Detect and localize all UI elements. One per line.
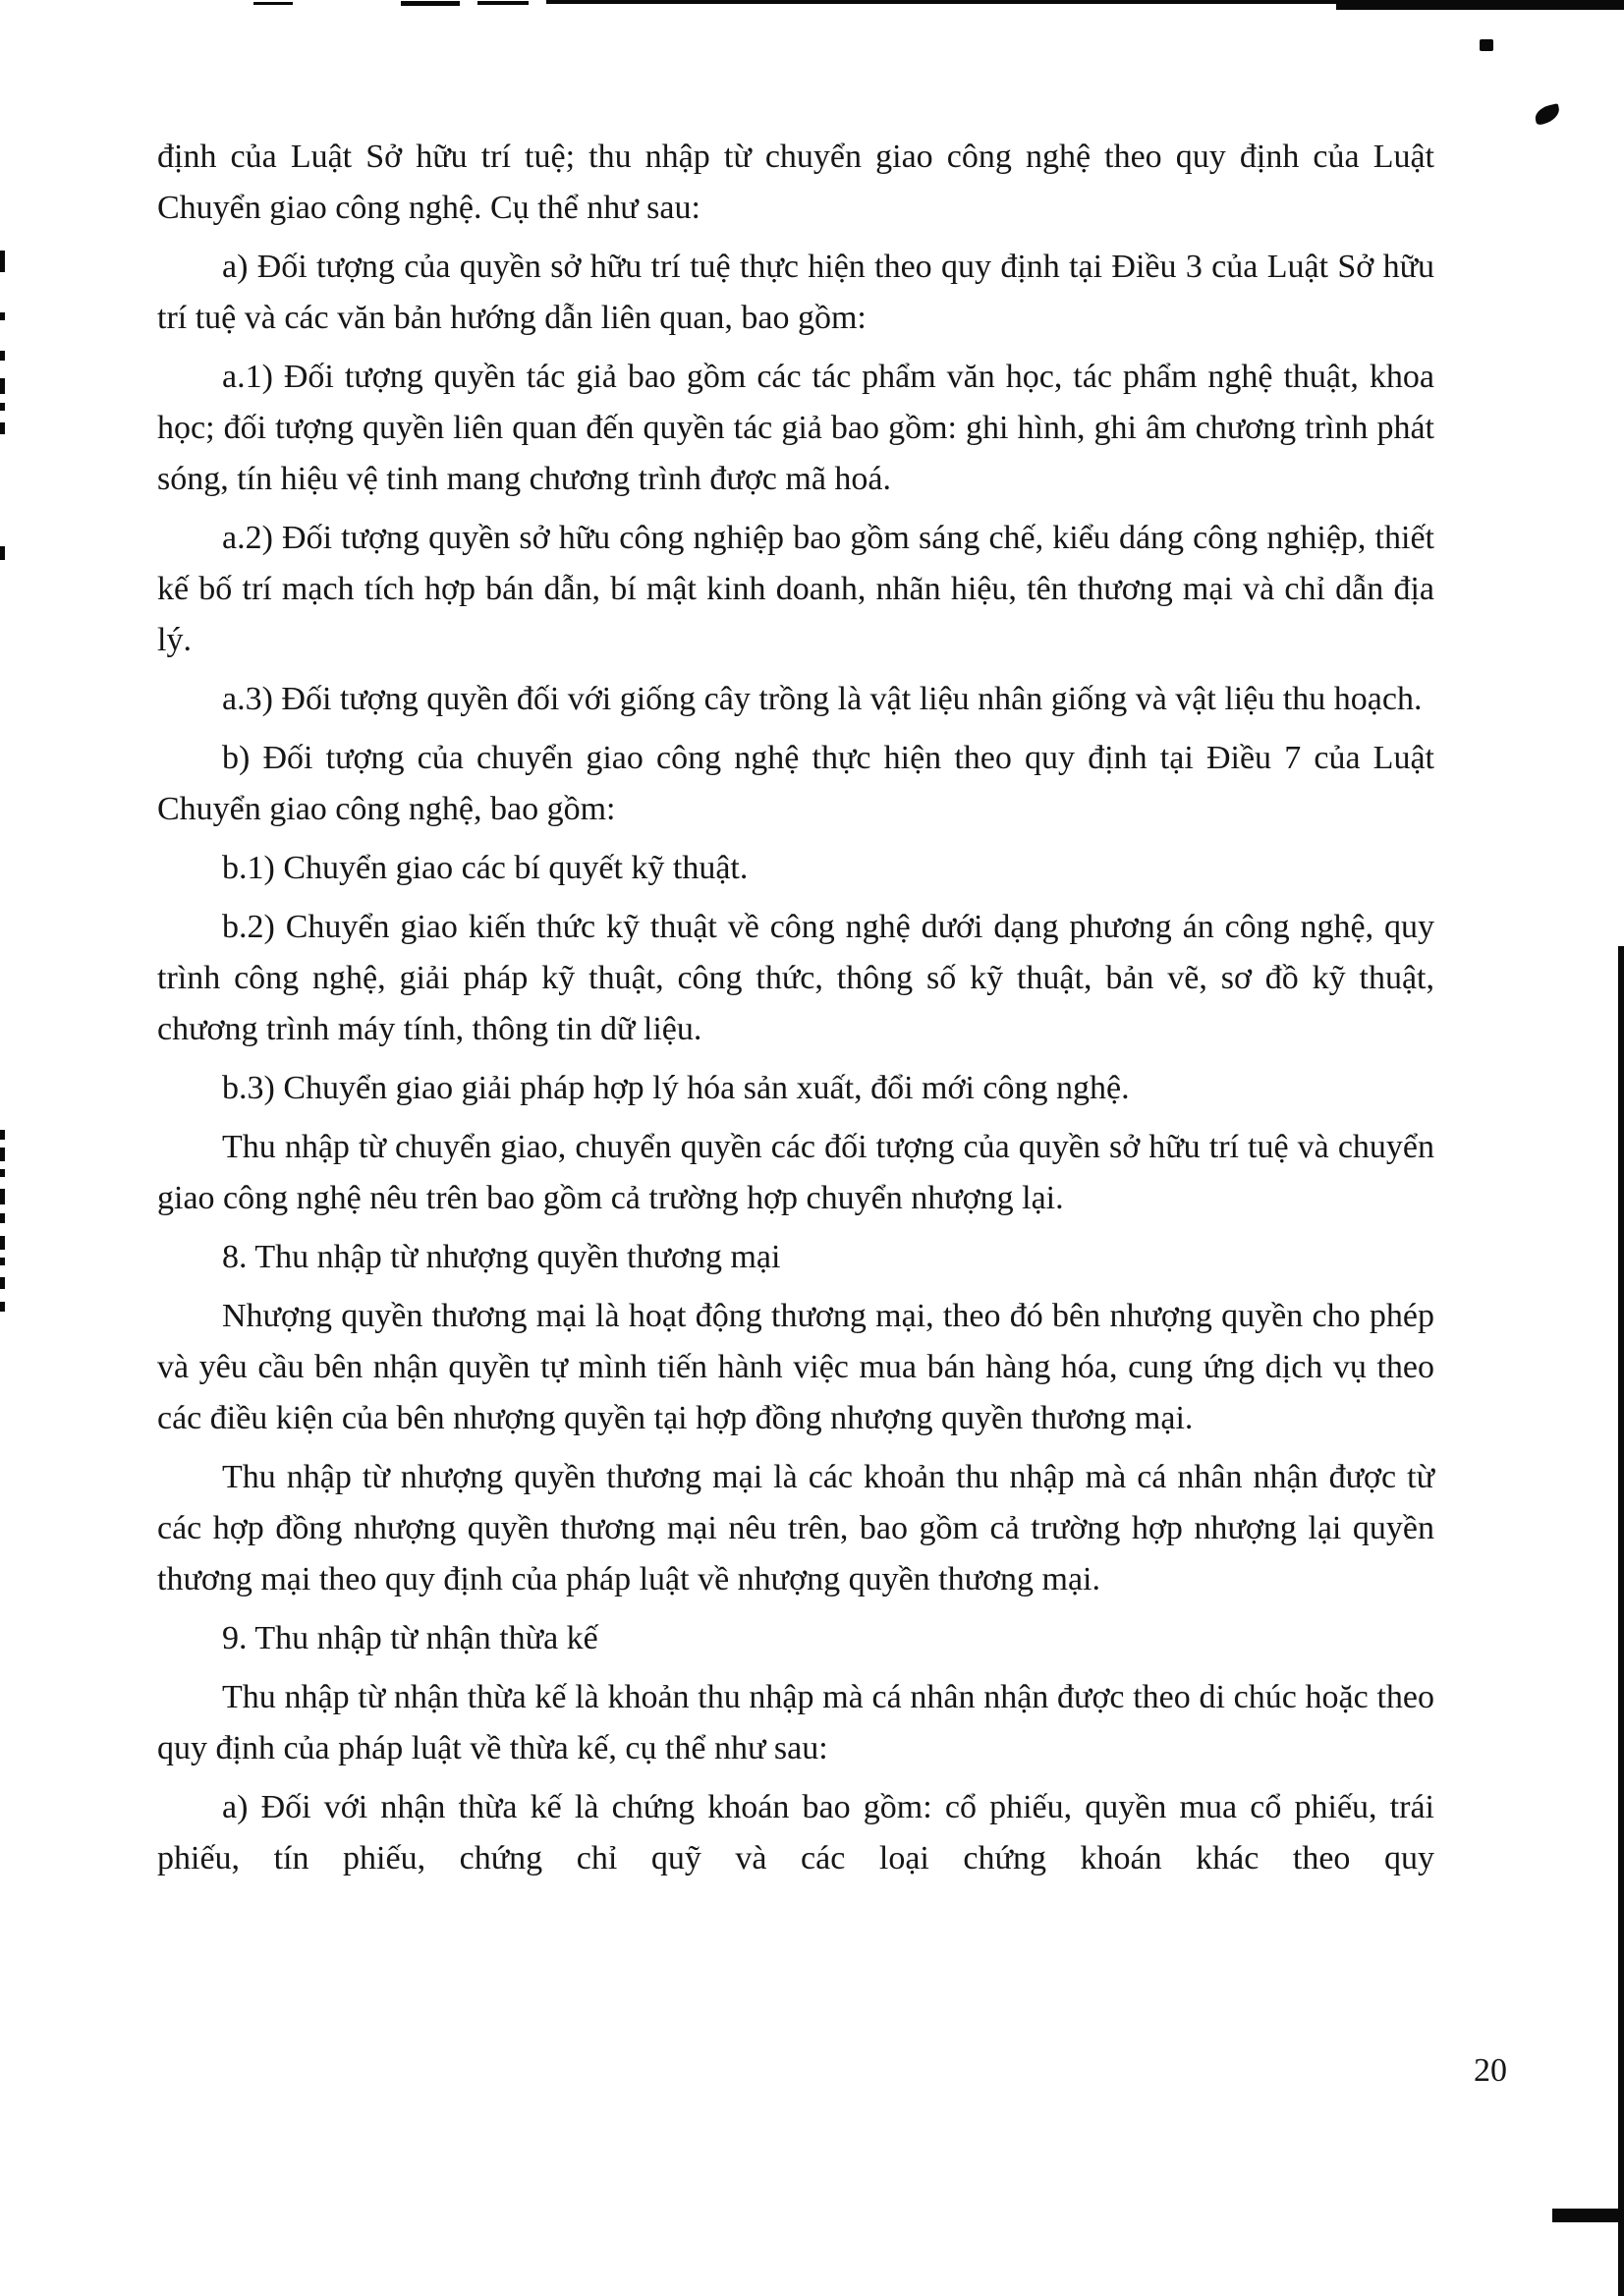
scan-artifact-left-edge-dash	[0, 378, 5, 394]
scan-artifact-top-dash	[401, 1, 460, 6]
scan-artifact-left-edge-dash	[0, 403, 5, 411]
item-b3-rationalization: b.3) Chuyển giao giải pháp hợp lý hóa sản xuất, đổi mới công nghệ.	[222, 1070, 1130, 1106]
item-a3-plant-varieties: a.3) Đối tượng quyền đối với giống cây trồng là vật liệu nhân giống và vật liệu thu hoạch.	[222, 681, 1423, 717]
paragraph-transfer-income-note: Thu nhập từ chuyển giao, chuyển quyền các đối tượng của quyền sở hữu trí tuệ và chuyển giao công nghệ nêu trên bao gồm cả trường hợp chuyển nhượng lại.	[157, 1129, 1434, 1216]
scan-artifact-left-edge-dash	[0, 1130, 5, 1140]
scan-artifact-ink-mark	[1533, 103, 1561, 126]
scan-artifact-ink-dot	[1480, 39, 1493, 51]
scan-artifact-left-edge-dash	[0, 422, 5, 434]
scan-artifact-top-dash	[253, 2, 293, 5]
item-b2-technical-knowledge: b.2) Chuyển giao kiến thức kỹ thuật về công nghệ dưới dạng phương án công nghệ, quy trình công nghệ, giải pháp kỹ thuật, công thức, thông số kỹ thuật, bản vẽ, sơ đồ kỹ thuật, chương trình máy tính, thông tin dữ liệu.	[157, 909, 1434, 1047]
scan-artifact-right-edge-strip	[1618, 946, 1624, 2296]
item-a1-copyright: a.1) Đối tượng quyền tác giả bao gồm các tác phẩm văn học, tác phẩm nghệ thuật, khoa học; đối tượng quyền liên quan đến quyền tác giả bao gồm: ghi hình, ghi âm chương trình phát sóng, tín hiệu vệ tinh mang chương trình được mã hoá.	[157, 359, 1434, 497]
scan-artifact-top-dash	[477, 1, 529, 5]
scan-artifact-bottom-corner	[1552, 2209, 1624, 2222]
scan-artifact-left-edge-dash	[0, 351, 5, 361]
scan-artifact-left-edge-dash	[0, 1148, 5, 1161]
document-body	[157, 132, 1434, 1892]
scan-artifact-left-edge-dash	[0, 1213, 5, 1223]
scan-artifact-left-edge-dash	[0, 312, 5, 320]
scan-artifact-left-edge-dash	[0, 546, 5, 560]
item-b-technology-transfer: b) Đối tượng của chuyển giao công nghệ thực hiện theo quy định tại Điều 7 của Luật Chuyển giao công nghệ, bao gồm:	[157, 740, 1434, 827]
scan-artifact-left-edge-dash	[0, 1258, 5, 1265]
page-number: 20	[1474, 2052, 1507, 2089]
paragraph-inheritance-definition: Thu nhập từ nhận thừa kế là khoản thu nhập mà cá nhân nhận được theo di chúc hoặc theo quy định của pháp luật về thừa kế, cụ thể như sau:	[157, 1679, 1434, 1766]
item-a-inheritance-securities: a) Đối với nhận thừa kế là chứng khoán bao gồm: cổ phiếu, quyền mua cổ phiếu, trái phiếu, tín phiếu, chứng chỉ quỹ và các loại chứng khoán khác theo quy	[157, 1789, 1434, 1876]
paragraph-franchise-income: Thu nhập từ nhượng quyền thương mại là các khoản thu nhập mà cá nhân nhận được từ các hợp đồng nhượng quyền thương mại nêu trên, bao gồm cả trường hợp nhượng lại quyền thương mại theo quy định của pháp luật về nhượng quyền thương mại.	[157, 1459, 1434, 1597]
scan-artifact-left-edge-dash	[0, 1236, 5, 1250]
paragraph-franchise-definition: Nhượng quyền thương mại là hoạt động thương mại, theo đó bên nhượng quyền cho phép và yêu cầu bên nhận quyền tự mình tiến hành việc mua bán hàng hóa, cung ứng dịch vụ theo các điều kiện của bên nhượng quyền tại hợp đồng nhượng quyền thương mại.	[157, 1298, 1434, 1436]
scan-artifact-left-edge-dash	[0, 1169, 5, 1177]
scan-artifact-left-edge-dash	[0, 1302, 5, 1312]
scan-artifact-left-edge-dash	[0, 251, 5, 272]
heading-9-inheritance-income: 9. Thu nhập từ nhận thừa kế	[222, 1620, 598, 1656]
scan-artifact-left-edge-dash	[0, 1277, 5, 1289]
heading-8-franchise-income: 8. Thu nhập từ nhượng quyền thương mại	[222, 1239, 781, 1275]
paragraph-royalty-intro-continuation: định của Luật Sở hữu trí tuệ; thu nhập từ chuyển giao công nghệ theo quy định của Luật Chuyển giao công nghệ. Cụ thể như sau:	[157, 139, 1434, 226]
item-b1-technical-knowhow: b.1) Chuyển giao các bí quyết kỹ thuật.	[222, 850, 749, 886]
item-a2-industrial-property: a.2) Đối tượng quyền sở hữu công nghiệp bao gồm sáng chế, kiểu dáng công nghiệp, thiết kế bố trí mạch tích hợp bán dẫn, bí mật kinh doanh, nhãn hiệu, tên thương mại và chỉ dẫn địa lý.	[157, 520, 1434, 658]
item-a-ip-objects: a) Đối tượng của quyền sở hữu trí tuệ thực hiện theo quy định tại Điều 3 của Luật Sở hữu trí tuệ và các văn bản hướng dẫn liên quan, bao gồm:	[157, 249, 1434, 336]
scan-artifact-left-edge-dash	[0, 1189, 5, 1204]
scan-artifact-top-bar	[1336, 0, 1624, 10]
